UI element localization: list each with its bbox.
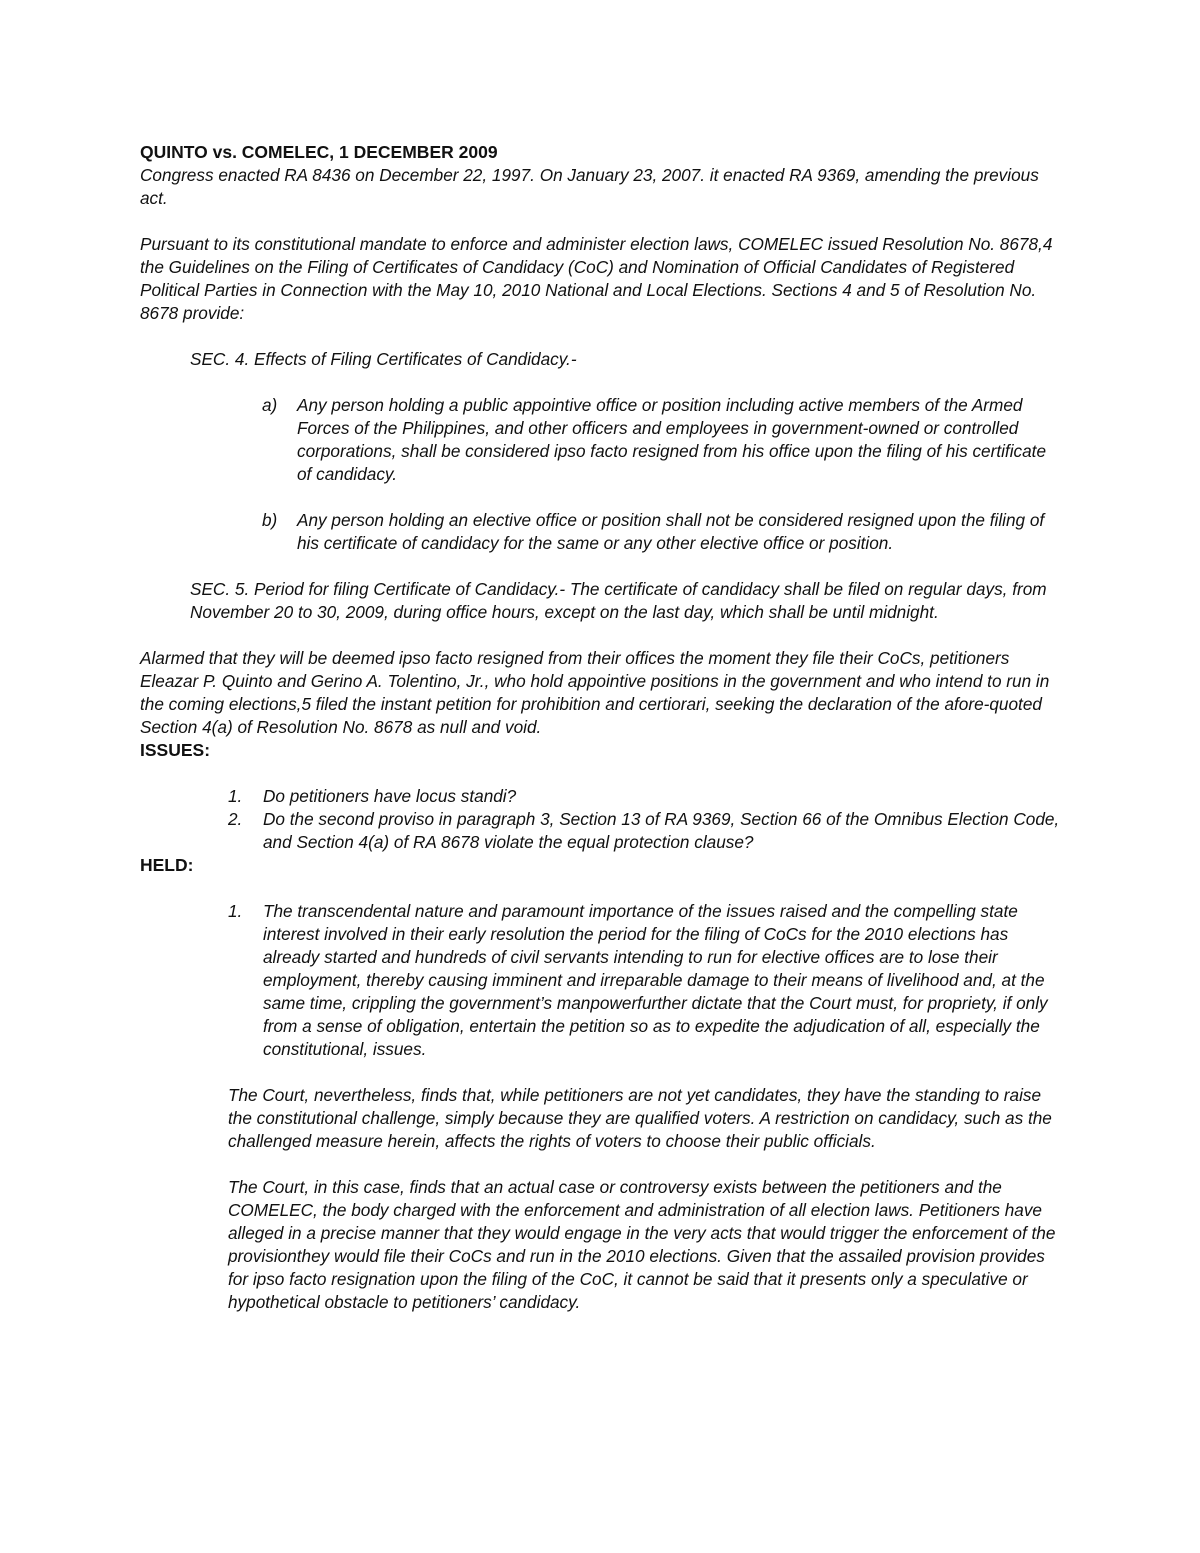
held-item-1 bbox=[228, 900, 1060, 1061]
sec4-item-a-text: Any person holding a public appointive office or position including active members of the Armed Forces of the Philippines, and other officers and employees in government-owned or controlled corporations, shall be considered ipso facto resigned from his office upon the filing of his certificate of candidacy. bbox=[297, 395, 1047, 484]
issue-1-text: Do petitioners have locus standi? bbox=[263, 786, 517, 806]
issue-1-marker: 1. bbox=[228, 786, 243, 806]
list-item bbox=[228, 785, 1060, 808]
intro-paragraph: Congress enacted RA 8436 on December 22, 1997. On January 23, 2007. it enacted RA 9369, amending the previous act. bbox=[140, 165, 1039, 208]
issue-2-text: Do the second proviso in paragraph 3, Section 13 of RA 9369, Section 66 of the Omnibus Election Code, and Section 4(a) of RA 8678 violate the equal protection clause? bbox=[263, 809, 1060, 852]
held-1-marker: 1. bbox=[228, 901, 243, 921]
held-1-text: The transcendental nature and paramount importance of the issues raised and the compelling state interest involved in their early resolution the period for the filing of CoCs for the 2010 elections has already started and hundreds of civil servants intending to run for elective offices are to lose their employment, thereby causing imminent and irreparable damage to their means of livelihood and, at the same time, crippling the government’s manpowerfurther dictate that the Court must, for propriety, if only from a sense of obligation, entertain the petition so as to expedite the adjudication of all, especially the constitutional, issues. bbox=[263, 901, 1048, 1059]
list-item bbox=[228, 808, 1060, 854]
issues-heading: ISSUES: bbox=[140, 740, 211, 760]
sec5-paragraph: SEC. 5. Period for filing Certificate of Candidacy.- The certificate of candidacy shall be filed on regular days, from November 20 to 30, 2009, during office hours, except on the last day, which shall be until midnight. bbox=[190, 579, 1047, 622]
alarmed-paragraph: Alarmed that they will be deemed ipso facto resigned from their offices the moment they file their CoCs, petitioners Eleazar P. Quinto and Gerino A. Tolentino, Jr., who hold appointive positions in the government and who intend to run in the coming elections,5 filed the instant petition for prohibition and certiorari, seeking the declaration of the afore-quoted Section 4(a) of Resolution No. 8678 as null and void. bbox=[140, 648, 1050, 737]
sec4-item-b-marker: b) bbox=[262, 510, 278, 530]
pursuant-paragraph: Pursuant to its constitutional mandate to enforce and administer election laws, COMELEC issued Resolution No. 8678,4 the Guidelines on the Filing of Certificates of Candidacy (CoC) and Nomination of Official Candidates of Registered Political Parties in Connection with the May 10, 2010 National and Local Elections. Sections 4 and 5 of Resolution No. 8678 provide: bbox=[140, 234, 1053, 323]
held-paragraph-3: The Court, in this case, finds that an actual case or controversy exists between the petitioners and the COMELEC, the body charged with the enforcement and administration of all election laws. Petitioners have alleged in a precise manner that they would engage in the very acts that would trigger the enforcement of the provisionthey would file their CoCs and run in the 2010 elections. Given that the assailed provision provides for ipso facto resignation upon the filing of the CoC, it cannot be said that it presents only a speculative or hypothetical obstacle to petitioners’ candidacy. bbox=[228, 1177, 1056, 1312]
held-paragraph-2: The Court, nevertheless, finds that, while petitioners are not yet candidates, they have the standing to raise the constitutional challenge, simply because they are qualified voters. A restriction on candidacy, such as the challenged measure herein, affects the rights of voters to choose their public officials. bbox=[228, 1085, 1052, 1151]
sec4-item-b-text: Any person holding an elective office or position shall not be considered resigned upon the filing of his certificate of candidacy for the same or any other elective office or position. bbox=[297, 510, 1045, 553]
sec4-item-a bbox=[262, 394, 1060, 486]
held-heading: HELD: bbox=[140, 855, 194, 875]
document-page bbox=[140, 140, 1060, 1314]
sec4-heading: SEC. 4. Effects of Filing Certificates of Candidacy.- bbox=[190, 349, 577, 369]
sec4-item-b bbox=[262, 509, 1060, 555]
issues-list bbox=[228, 785, 1060, 854]
issue-2-marker: 2. bbox=[228, 809, 243, 829]
document-title: QUINTO vs. COMELEC, 1 DECEMBER 2009 bbox=[140, 142, 498, 162]
sec4-item-a-marker: a) bbox=[262, 395, 278, 415]
